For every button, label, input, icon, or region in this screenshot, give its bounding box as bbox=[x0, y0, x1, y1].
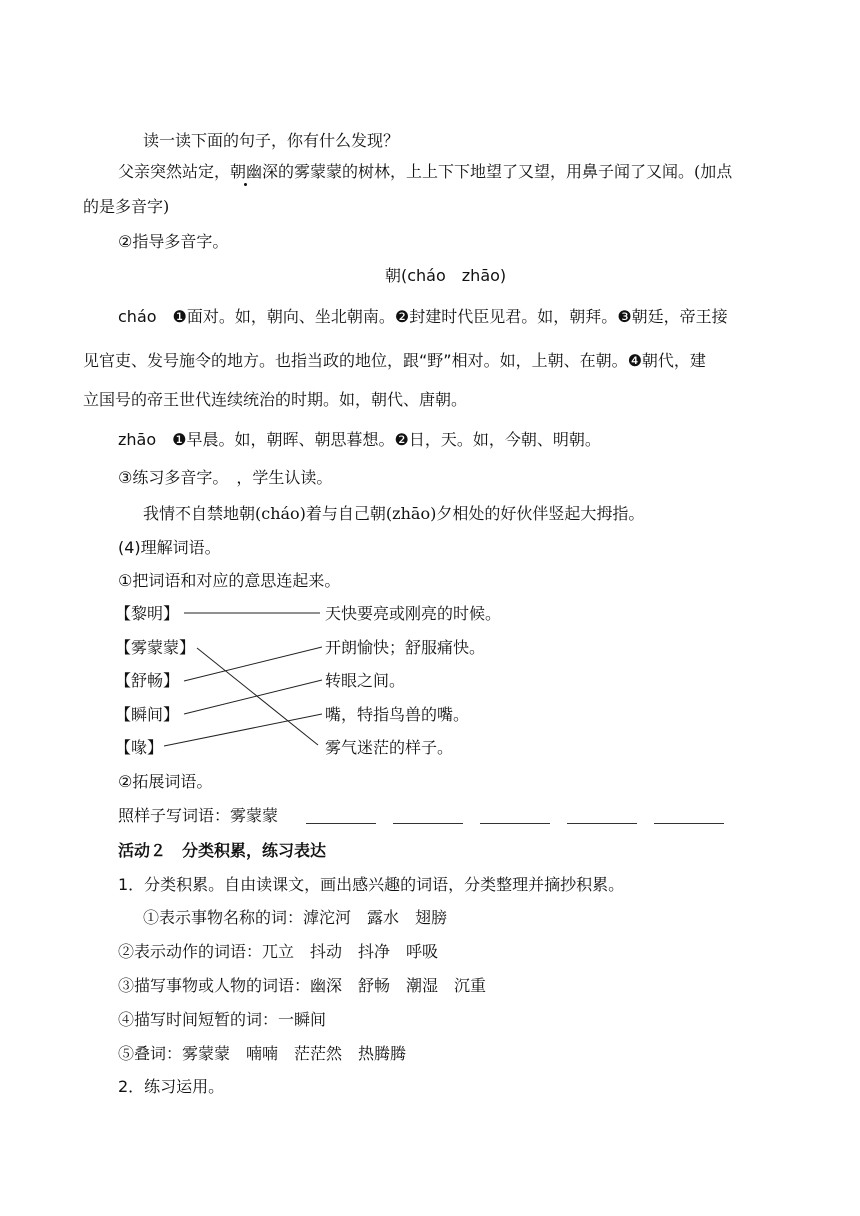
intro-sentence-line2: 的是多音字) bbox=[83, 197, 170, 216]
expand-step: ②拓展词语。 bbox=[118, 772, 213, 791]
answer-blank-4[interactable] bbox=[567, 823, 637, 824]
match-word-3: 【舒畅】 bbox=[115, 671, 180, 690]
match-meaning-5: 雾气迷茫的样子。 bbox=[325, 738, 454, 757]
intro-sentence-line1: 父亲突然站定，朝幽深的雾蒙蒙的树林，上上下下地望了又望，用鼻子闻了又闻。(加点 bbox=[118, 162, 733, 181]
answer-blank-5[interactable] bbox=[654, 823, 724, 824]
answer-blank-2[interactable] bbox=[393, 823, 463, 824]
category-4: ④描写时间短暂的词：一瞬间 bbox=[118, 1010, 327, 1029]
match-word-2: 【雾蒙蒙】 bbox=[115, 638, 196, 657]
guide-heading: 朝(cháo zhāo) bbox=[385, 266, 507, 285]
guide-step: ②指导多音字。 bbox=[118, 232, 229, 251]
match-word-4: 【瞬间】 bbox=[115, 705, 180, 724]
practice-sentence: 我情不自禁地朝(cháo)着与自己朝(zhāo)夕相处的好伙伴竖起大拇指。 bbox=[143, 504, 645, 523]
answer-blank-1[interactable] bbox=[306, 823, 376, 824]
match-line-5 bbox=[164, 714, 322, 746]
match-word-5: 【喙】 bbox=[115, 738, 164, 757]
match-step: ①把词语和对应的意思连起来。 bbox=[118, 571, 341, 590]
match-line-3 bbox=[184, 647, 322, 681]
category-1: ①表示事物名称的词：滹沱河 露水 翅膀 bbox=[143, 908, 448, 927]
match-meaning-2: 开朗愉快；舒服痛快。 bbox=[325, 638, 486, 657]
match-meaning-4: 嘴，特指鸟兽的嘴。 bbox=[325, 705, 470, 724]
category-2: ②表示动作的词语：兀立 抖动 抖净 呼吸 bbox=[118, 942, 439, 961]
practice-step: ③练习多音字。 ，学生认读。 bbox=[118, 468, 333, 487]
match-meaning-1: 天快要亮或刚亮的时候。 bbox=[325, 604, 502, 623]
category-5: ⑤叠词：雾蒙蒙 喃喃 茫茫然 热腾腾 bbox=[118, 1044, 407, 1063]
understand-heading: (4)理解词语。 bbox=[118, 538, 221, 557]
activity2-item1: 1．分类积累。自由读课文，画出感兴趣的词语，分类整理并摘抄积累。 bbox=[118, 875, 625, 894]
activity2-title: 活动２ 分类积累，练习表达 bbox=[118, 841, 327, 860]
activity2-item2: 2．练习运用。 bbox=[118, 1077, 225, 1096]
zhao-def-line: zhāo ❶早晨。如，朝晖、朝思暮想。❷日，天。如，今朝、明朝。 bbox=[118, 430, 601, 449]
chao-def-line3: 立国号的帝王世代连续统治的时期。如，朝代、唐朝。 bbox=[83, 390, 468, 409]
intro-prompt: 读一读下面的句子，你有什么发现？ bbox=[143, 131, 400, 150]
match-word-1: 【黎明】 bbox=[115, 604, 180, 623]
category-3: ③描写事物或人物的词语：幽深 舒畅 潮湿 沉重 bbox=[118, 976, 487, 995]
chao-def-line1: cháo ❶面对。如，朝向、坐北朝南。❷封建时代臣见君。如，朝拜。❸朝廷，帝王接 bbox=[118, 307, 728, 326]
match-meaning-3: 转眼之间。 bbox=[325, 671, 406, 690]
chao-def-line2: 见官吏、发号施令的地方。也指当政的地位，跟“野”相对。如，上朝、在朝。❹朝代，建 bbox=[83, 351, 706, 370]
answer-blank-3[interactable] bbox=[480, 823, 550, 824]
expand-prompt: 照样子写词语：雾蒙蒙 bbox=[118, 806, 279, 825]
match-line-4 bbox=[184, 680, 322, 714]
